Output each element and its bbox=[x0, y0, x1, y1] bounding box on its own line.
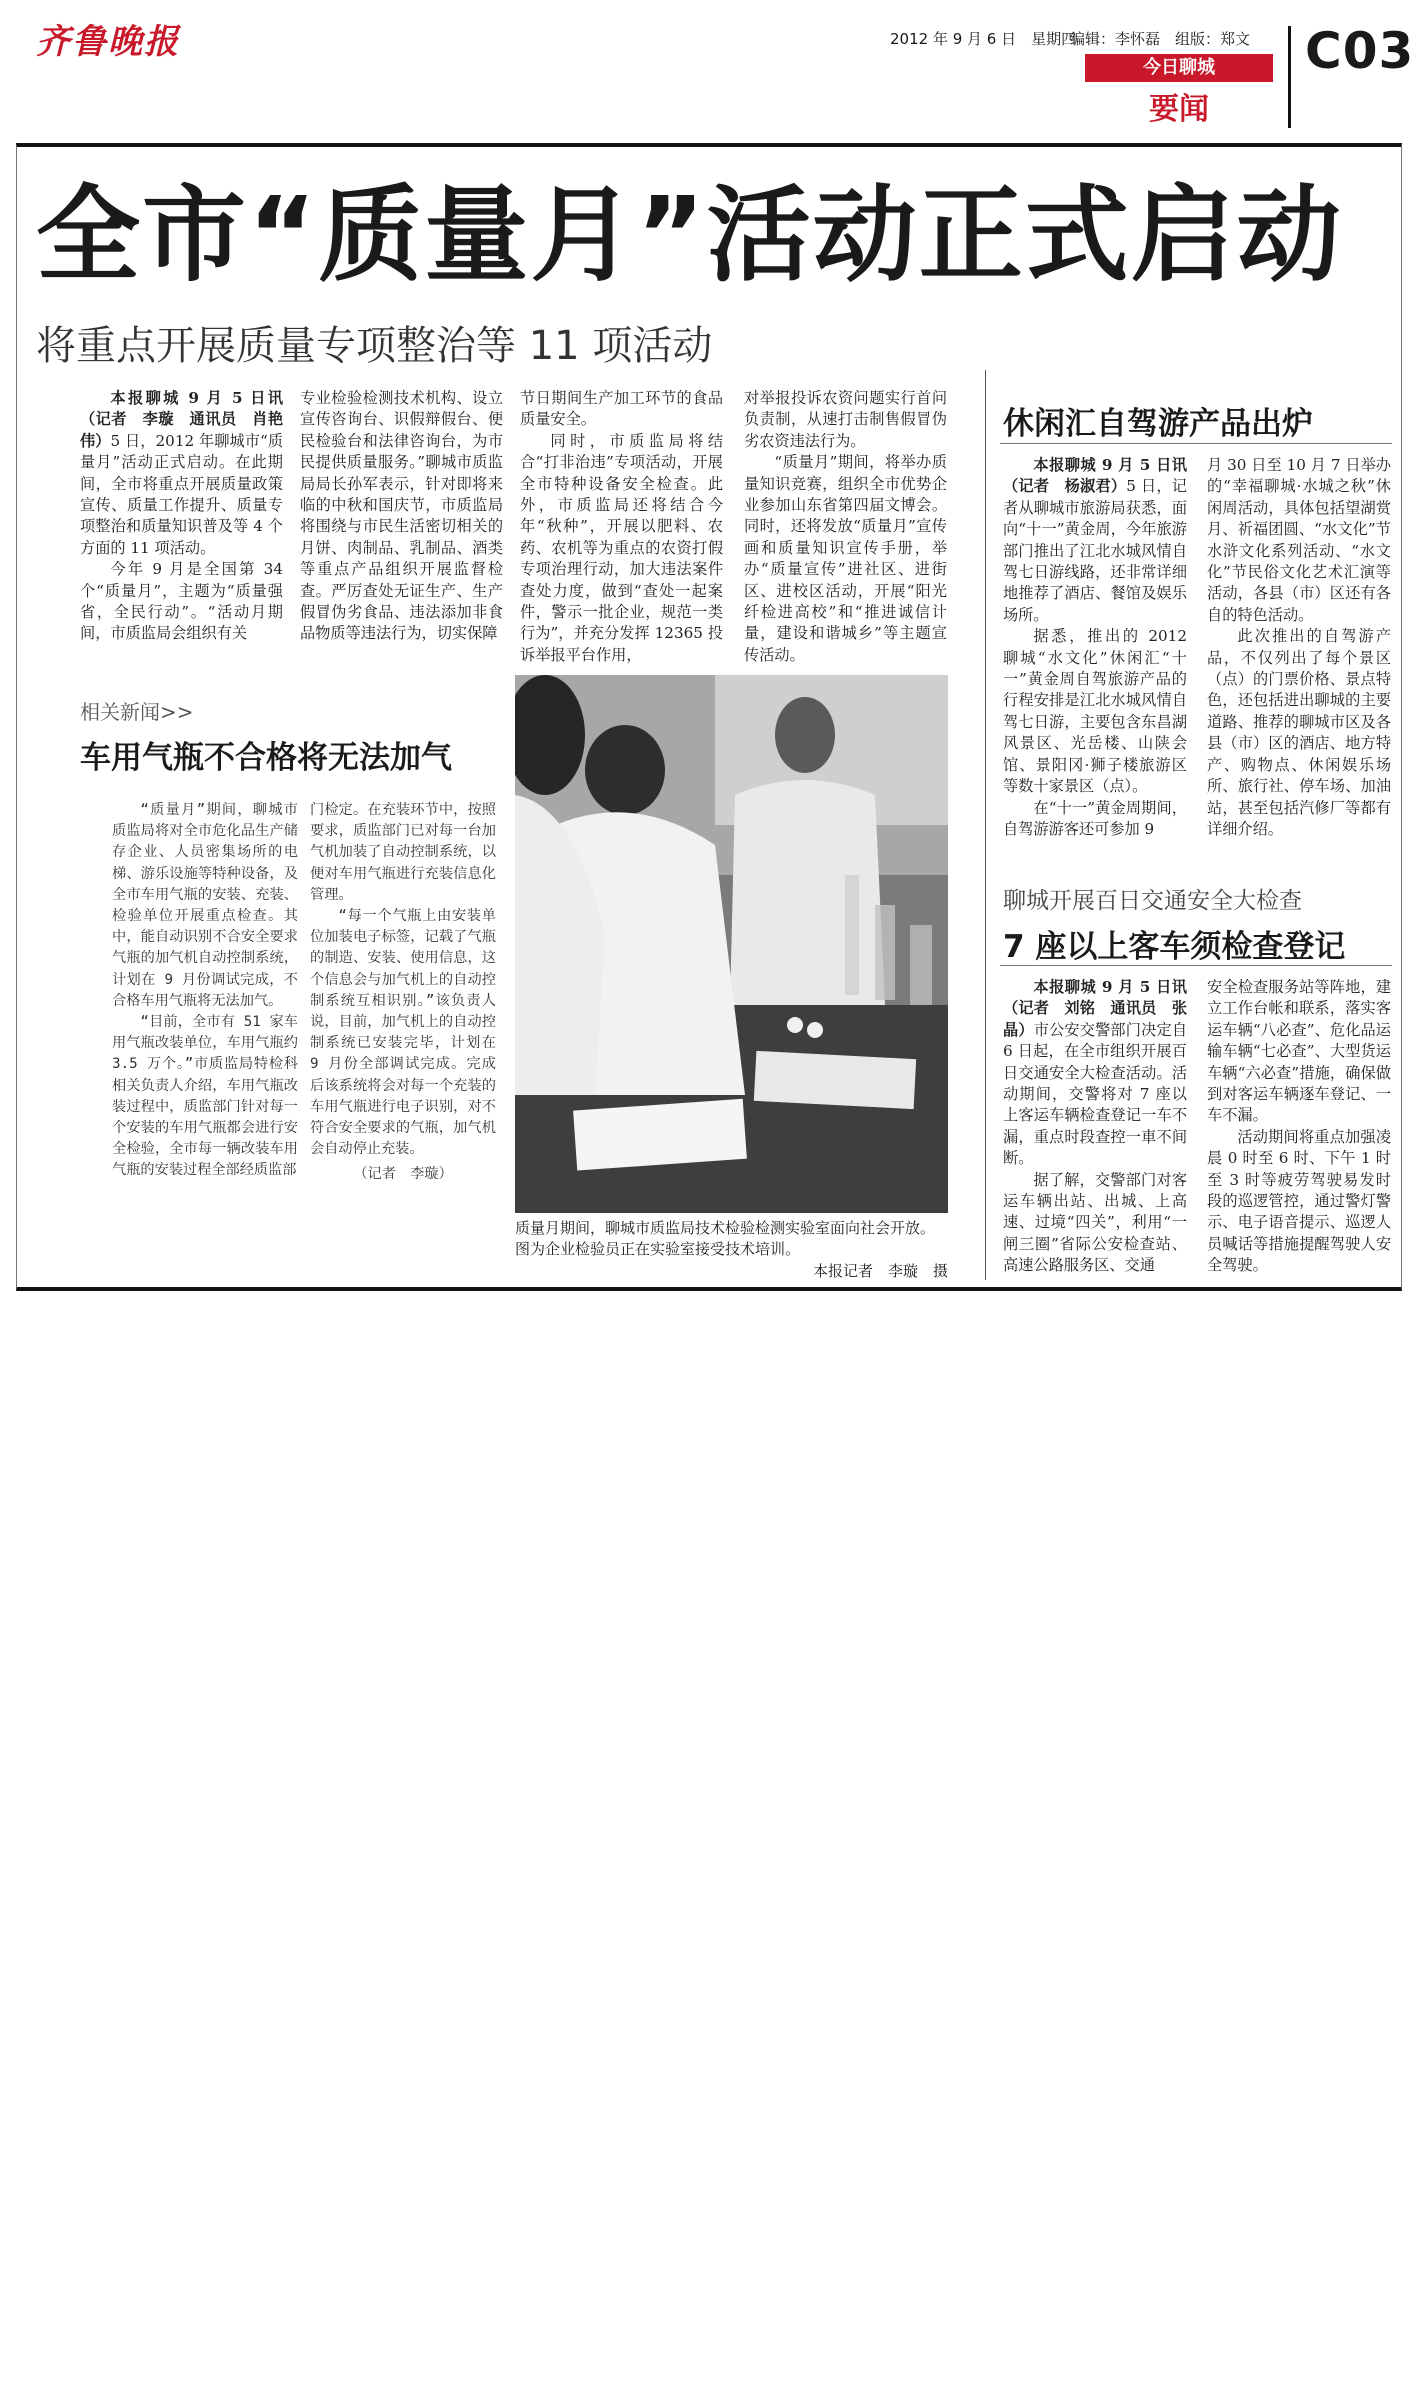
related-news-label: 相关新闻>> bbox=[80, 700, 194, 724]
paragraph: 节日期间生产加工环节的食品质量安全。 bbox=[520, 389, 723, 429]
paragraph: “每一个气瓶上由安装单位加装电子标签，记载了气瓶的制造、安装、使用信息，这个信息会与加气机上的自动控制系统互相识别。”该负责人说，目前，加气机上的自动控制系统已安装完毕，计划在 9 月份全部调试完成。完成后该系统将会对每一个充装的车用气瓶进行电子识别，对不符合安全要求的气瓶，加气机会自动停止充装。 bbox=[310, 908, 496, 1158]
paragraph: 同时，市质监局将结合“打非治违”专项活动，开展全市特种设备安全检查。此外，市质监局还将结合今年“秋种”，开展以肥料、农药、农机等为重点的农资打假专项治理行动，加大违法案件查处力度，做到“查处一起案件，警示一批企业，规范一类行为”，并充分发挥 12365 投诉举报平台作用， bbox=[520, 431, 723, 664]
paragraph: 据了解，交警部门对客运车辆出站、出城、上高速、过境“四关”，利用“一闸三圈”省际公安检查站、高速公路服务区、交通 bbox=[1003, 1170, 1187, 1275]
issue-date: 2012 年 9 月 6 日 星期四 bbox=[890, 30, 1077, 48]
paragraph: 对举报投诉农资问题实行首问负责制，从速打击制售假冒伪劣农资违法行为。 bbox=[744, 389, 947, 450]
news-photo bbox=[515, 675, 948, 1213]
paragraph: 活动期间将重点加强凌晨 0 时至 6 时、下午 1 时至 3 时等疲劳驾驶易发时段的巡逻管控，通过警灯警示、电子语音提示、巡逻人员喊话等措施提醒驾驶人安全驾驶。 bbox=[1207, 1127, 1391, 1275]
main-story-column-1 bbox=[80, 388, 283, 645]
title-rule bbox=[1000, 443, 1392, 444]
title-rule bbox=[1000, 965, 1392, 966]
lab-training-photo bbox=[515, 675, 948, 1213]
paragraph: “质量月”期间，聊城市质监局将对全市危化品生产储存企业、人员密集场所的电梯、游乐设施等特种设备，及全市车用气瓶的安装、充装、检验单位开展重点检查。其中，能自动识别不合安全要求气瓶的加气机自动控制系统，计划在 9 月份调试完成，不合格车用气瓶将无法加气。 bbox=[112, 802, 298, 1009]
paragraph: 月 30 日至 10 月 7 日举办的“幸福聊城·水城之秋”休闲周活动，具体包括望湖赏月、祈福团圆、“水文化”节水浒文化系列活动、“水文化”节民俗文化艺术汇演等活动，各县（市）区还有各自的特色活动。 bbox=[1207, 456, 1391, 624]
main-story-column-4 bbox=[744, 388, 947, 666]
paragraph: “目前，全市有 51 家车用气瓶改装单位，车用气瓶约 3.5 万个。”市质监局特检科相关负责人介绍，车用气瓶改装过程中，质监部门针对每一个安装的车用气瓶都会进行安全检验，全市每一辆改装车用气瓶的安装过程全部经质监部 bbox=[112, 1014, 298, 1179]
traffic-story-column-2 bbox=[1207, 977, 1391, 1277]
paragraph: 此次推出的自驾游产品，不仅列出了每个景区（点）的门票价格、景点特色，还包括进出聊城的主要道路、推荐的聊城市区及各县（市）区的酒店、地方特产、购物点、休闲娱乐场所、旅行社、停车场、加油站，甚至包括汽修厂等都有详细介绍。 bbox=[1207, 627, 1391, 838]
newspaper-masthead: 齐鲁晚报 bbox=[36, 22, 180, 62]
travel-story-title: 休闲汇自驾游产品出炉 bbox=[1003, 406, 1313, 442]
photo-caption: 质量月期间，聊城市质监局技术检验检测实验室面向社会开放。图为企业检验员正在实验室接受技术培训。 bbox=[515, 1219, 936, 1258]
main-headline: 全市“质量月”活动正式启动 bbox=[36, 174, 1343, 296]
paragraph: 在“十一”黄金周期间，自驾游游客还可参加 9 bbox=[1003, 798, 1187, 838]
photo-credit: 本报记者 李璇 摄 bbox=[812, 1262, 948, 1280]
travel-story-column-1 bbox=[1003, 455, 1187, 840]
paragraph: “质量月”期间，将举办质量知识竞赛，组织全市优势企业参加山东省第四届文博会。同时，还将发放“质量月”宣传画和质量知识宣传手册，举办“质量宣传”进社区、进街区、进校区活动，开展“阳光纤检进高校”和“推进诚信计量，建设和谐城乡”等主题宣传活动。 bbox=[744, 453, 947, 664]
section-name: 要闻 bbox=[1149, 92, 1209, 127]
editor-credits: 编辑：李怀磊 组版：郑文 bbox=[1070, 30, 1251, 48]
paragraph: 今年 9 月是全国第 34 个“质量月”，主题为“质量强省，全民行动”。“活动月期间，市质监局会组织有关 bbox=[80, 560, 283, 643]
section-label: 今日聊城 bbox=[1085, 54, 1273, 82]
related-news-title: 车用气瓶不合格将无法加气 bbox=[80, 740, 452, 776]
travel-story-column-2 bbox=[1207, 455, 1391, 840]
column-divider bbox=[985, 370, 986, 1280]
main-subhead: 将重点开展质量专项整治等 11 项活动 bbox=[36, 323, 713, 369]
paragraph: 专业检验检测技术机构、设立宣传咨询台、识假辩假台、便民检验台和法律咨询台，为市民提供质量服务。”聊城市质监局局长孙军表示，针对即将来临的中秋和国庆节，市质监局将围绕与市民生活密切相关的月饼、肉制品、乳制品、酒类等重点产品组织开展监督检查。严厉查处无证生产、生产假冒伪劣食品、违法添加非食品物质等违法行为，切实保障 bbox=[300, 389, 503, 643]
traffic-story-column-1 bbox=[1003, 977, 1187, 1277]
paragraph: 门检定。在充装环节中，按照要求，质监部门已对每一台加气机加装了自动控制系统，以便对车用气瓶进行充装信息化管理。 bbox=[310, 802, 496, 903]
traffic-story-overline: 聊城开展百日交通安全大检查 bbox=[1003, 888, 1302, 914]
paragraph: 安全检查服务站等阵地，建立工作台帐和联系，落实客运车辆“八必查”、危化品运输车辆“七必查”、大型货运车辆“六必查”措施，确保做到对客运车辆逐车登记、一车不漏。 bbox=[1207, 978, 1391, 1125]
paragraph: 本报聊城 9 月 5 日讯（记者 杨淑君）5 日，记者从聊城市旅游局获悉，面向“十一”黄金周，今年旅游部门推出了江北水城风情自驾七日游线路，还非常详细地推荐了酒店、餐馆及娱乐场所。 bbox=[1003, 456, 1187, 624]
related-byline: （记者 李璇） bbox=[353, 1166, 453, 1183]
related-column-1 bbox=[112, 800, 298, 1182]
paragraph: 本报聊城 9 月 5 日讯（记者 刘铭 通讯员 张晶）市公安交警部门决定自 6 日起，在全市组织开展百日交通安全大检查活动。活动期间，交警将对 7 座以上客运车辆检查登记一车不漏，重点时段查控一車不间断。 bbox=[1003, 978, 1188, 1168]
paragraph: 据悉，推出的 2012 聊城“水文化”休闲汇“十一”黄金周自驾旅游产品的行程安排是江北水城风情自驾七日游，主要包含东昌湖风景区、光岳楼、山陕会馆、景阳冈·狮子楼旅游区等数十家景区（点）。 bbox=[1003, 627, 1187, 796]
main-story-column-2 bbox=[300, 388, 503, 645]
traffic-story-title: 7 座以上客车须检查登记 bbox=[1003, 929, 1346, 965]
paragraph: 本报聊城 9 月 5 日讯（记者 李璇 通讯员 肖艳伟）5 日，2012 年聊城市“质量月”活动正式启动。在此期间，全市将重点开展质量政策宣传、质量工作提升、质量专项整治和质量知识普及等 4 个方面的 11 项活动。 bbox=[80, 389, 284, 557]
related-column-2 bbox=[310, 800, 496, 1186]
header-divider bbox=[1288, 26, 1291, 128]
main-story-column-3 bbox=[520, 388, 723, 666]
page-number: C03 bbox=[1305, 22, 1415, 80]
